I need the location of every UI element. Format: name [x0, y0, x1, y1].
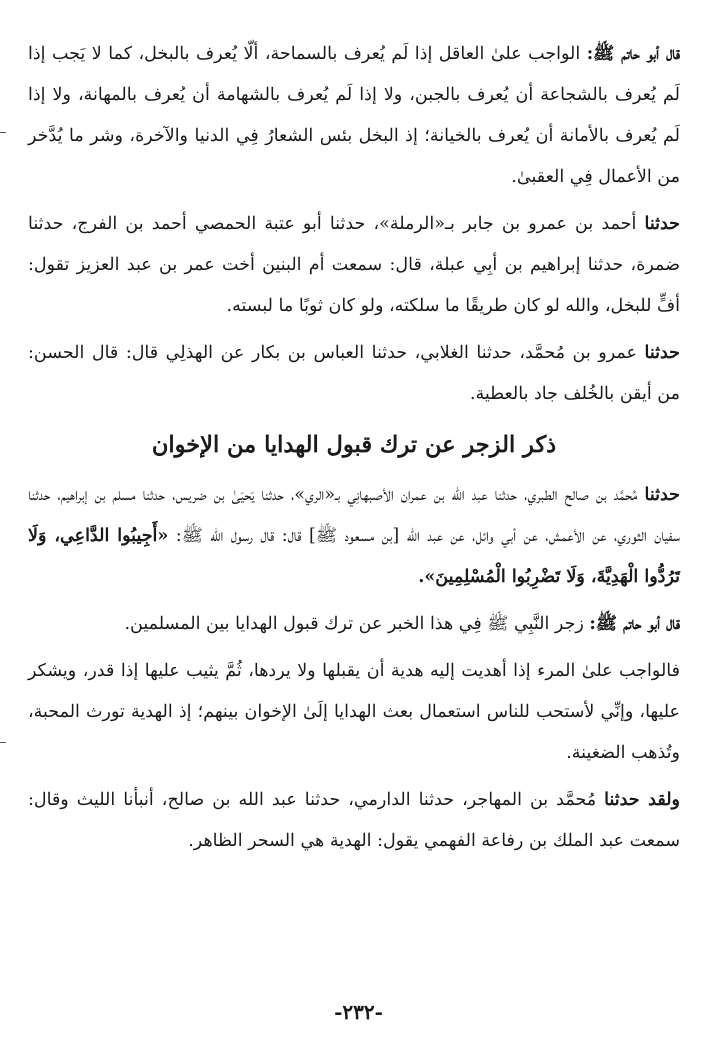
paragraph-hadith-umm-al-banin	[28, 204, 680, 327]
paragraph-text: زجر النَّبِي ﷺ فِي هذا الخبر عن ترك قبول الهدايا بين المسلمين.	[124, 614, 590, 634]
paragraph-text: عمرو بن مُحمَّد، حدثنا الغلابي، حدثنا العباس بن بكار عن الهذلِي قال: قال الحسن: من أيقن بالخُلف جاد بالعطية.	[28, 343, 680, 404]
margin-mark	[0, 132, 6, 133]
paragraph-hasan-saying	[28, 333, 680, 415]
margin-mark	[0, 742, 6, 743]
paragraph-text: الواجب علىٰ العاقل إذا لَم يُعرف بالسماحة، ألّا يُعرف بالبخل، كما لا يَجب إذا لَم يُعرف بالشجاعة أن يُعرف بالجبن، ولا إذا لَم يُعرف بالشهامة أن يُعرف بالمهانة، ولا إذا لَم يُعرف بالأمانة أن يُعرف بالخيانة؛ إذ البخل بئس الشعارُ فِي الدنيا والآخرة، وشر ما يُدَّخر من الأعمال فِي العقبىٰ.	[28, 44, 680, 187]
prophetic-quote: «أَجِيبُوا الدَّاعِي، وَلَا تَرُدُّوا الْهَدِيَّةَ، وَلَا تَضْرِبُوا الْمُسْلِمِينَ».	[28, 526, 680, 587]
paragraph-text: مُحمَّد بن صالح الطبري، حدثنا عبد الله بن عمران الأصبهانِي بـ«الري»، حدثنا يَحيَىٰ بن ضريس، حدثنا مسلم بن إبراهيم، حدثنا سفيان الثوري، عن الأعمش، عن أبي وائل، عن عبد الله [بن مسعود ﷺ] قال: قال رسول الله ﷺ:	[28, 485, 681, 546]
section-heading: ذكر الزجر عن ترك قبول الهدايا من الإخوان	[151, 432, 557, 458]
paragraph-abu-hatim-gifts	[28, 604, 680, 645]
paragraph-abu-hatim-generosity	[28, 34, 680, 198]
paragraph-obligation	[28, 651, 680, 774]
paragraph-text: مُحمَّد بن المهاجر، حدثنا الدارمي، حدثنا عبد الله بن صالح، أنبأنا الليث وقال: سمعت عبد الملك بن رفاعة الفهمي يقول: الهدية هي السحر الظاهر.	[28, 790, 680, 851]
paragraph-lead: قال أبو حاتم ﷺ:	[589, 614, 680, 634]
paragraph-gift-magic	[28, 780, 680, 862]
paragraph-lead: ولقد حدثنا	[604, 790, 680, 810]
paragraph-lead: حدثنا	[644, 214, 680, 234]
paragraph-text: أحمد بن عمرو بن جابر بـ«الرملة»، حدثنا أبو عتبة الحمصي أحمد بن الفرج، حدثنا ضمرة، حدثنا إبراهيم بن أبِي عبلة، قال: سمعت أم البنين أخت عمر بن عبد العزيز تقول: أفٍّ للبخل، والله لو كان طريقًا ما سلكته، ولو كان ثوبًا ما لبسته.	[28, 214, 680, 316]
page-number: -٢٣٢-	[334, 1000, 383, 1024]
paragraph-lead: حدثنا	[644, 485, 680, 505]
paragraph-hadith-gifts	[28, 475, 680, 598]
paragraph-text: فالواجب علىٰ المرء إذا أهديت إليه هدية أن يقبلها ولا يردها، ثُمَّ يثيب عليها إذا قدر، ويشكر عليها، وإنِّي لأستحب للناس استعمال بعث الهدايا إلَىٰ الإخوان بينهم؛ إذ الهدية تورث المحبة، وتُذهب الضغينة.	[28, 661, 680, 763]
page-body	[28, 34, 680, 868]
paragraph-lead: قال أبو حاتم ﷺ:	[586, 44, 681, 64]
paragraph-lead: حدثنا	[644, 343, 680, 363]
